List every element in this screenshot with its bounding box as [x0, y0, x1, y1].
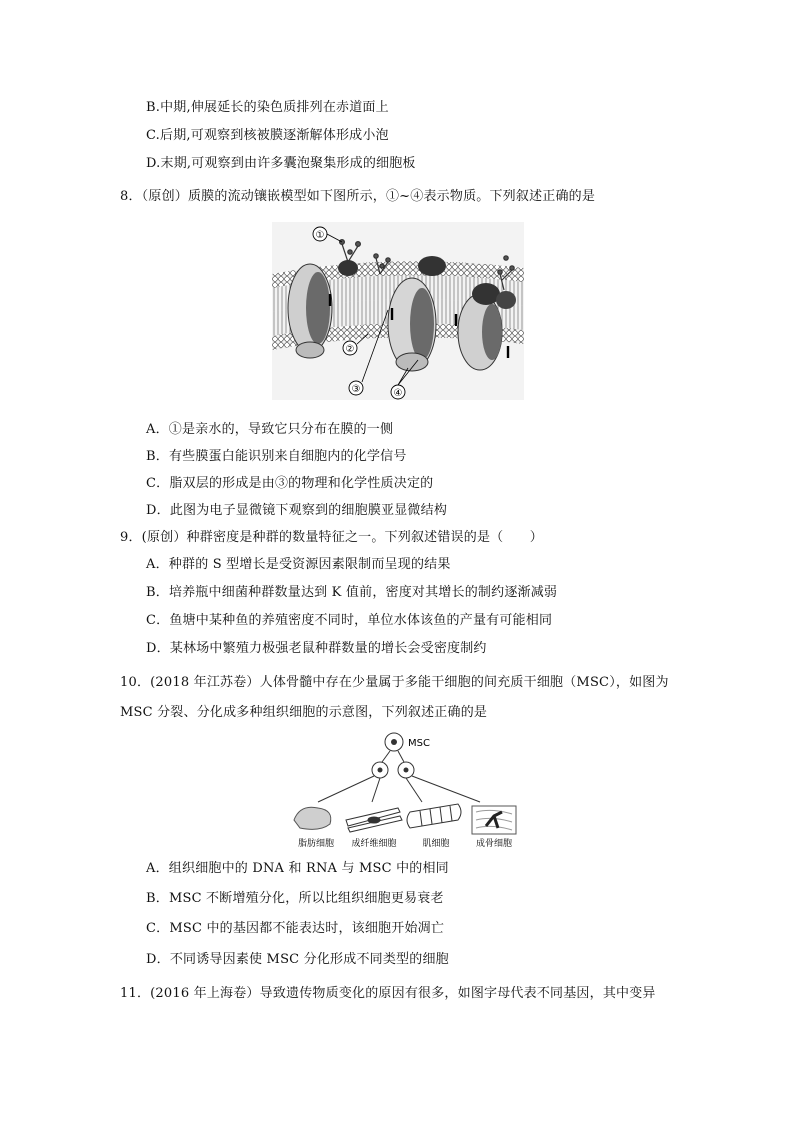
q10-option-d: D．不同诱导因素使 MSC 分化形成不同类型的细胞	[146, 952, 449, 967]
q9-option-c: C．鱼塘中某种鱼的养殖密度不同时，单位水体该鱼的产量有可能相同	[146, 613, 553, 628]
q8-option-b: B．有些膜蛋白能识别来自细胞内的化学信号	[146, 449, 407, 464]
q8-stem: 8．（原创）质膜的流动镶嵌模型如下图所示，①~④表示物质。下列叙述正确的是	[120, 189, 596, 204]
q11-stem: 11．(2016 年上海卷）导致遗传物质变化的原因有很多，如图字母代表不同基因，其中变异	[120, 986, 656, 1001]
label-1: ①	[315, 230, 325, 241]
q7-option-d: D.末期,可观察到由许多囊泡聚集形成的细胞板	[146, 156, 416, 171]
q10-option-b: B．MSC 不断增殖分化，所以比组织细胞更易衰老	[146, 891, 444, 906]
q10-stem-line1: 10．(2018 年江苏卷）人体骨髓中存在少量属于多能干细胞的间充质干细胞（MSC），如图为	[120, 675, 669, 690]
q8-option-a: A．①是亲水的，导致它只分布在膜的一侧	[146, 422, 394, 437]
q8-option-c: C．脂双层的形成是由③的物理和化学性质决定的	[146, 476, 434, 491]
q9-option-a: A．种群的 S 型增长是受资源因素限制而呈现的结果	[146, 557, 451, 572]
q9-option-d: D．某林场中繁殖力极强老鼠种群数量的增长会受密度制约	[146, 641, 487, 656]
q10-stem-line2: MSC 分裂、分化成多种组织细胞的示意图，下列叙述正确的是	[120, 705, 488, 720]
label-2: ②	[345, 344, 355, 355]
cell-label-fat: 脂肪细胞	[297, 839, 335, 849]
msc-label: MSC	[408, 738, 430, 749]
membrane-diagram	[272, 222, 524, 400]
q10-option-c: C．MSC 中的基因都不能表达时，该细胞开始凋亡	[146, 921, 445, 936]
cell-label-muscle: 肌细胞	[422, 839, 450, 849]
q9-stem: 9．(原创）种群密度是种群的数量特征之一。下列叙述错误的是（ ）	[120, 530, 543, 545]
label-3: ③	[351, 384, 361, 395]
q8-option-d: D．此图为电子显微镜下观察到的细胞膜亚显微结构	[146, 503, 448, 518]
q9-option-b: B．培养瓶中细菌种群数量达到 K 值前，密度对其增长的制约逐渐减弱	[146, 585, 558, 600]
cell-label-fibroblast: 成纤维细胞	[351, 839, 397, 849]
cell-label-bone: 成骨细胞	[475, 839, 513, 849]
q10-option-a: A．组织细胞中的 DNA 和 RNA 与 MSC 中的相同	[146, 861, 449, 876]
q7-option-b: B.中期,伸展延长的染色质排列在赤道面上	[146, 100, 389, 115]
q7-option-c: C.后期,可观察到核被膜逐渐解体形成小泡	[146, 128, 389, 143]
msc-diagram	[286, 728, 522, 852]
label-4: ④	[393, 388, 403, 399]
